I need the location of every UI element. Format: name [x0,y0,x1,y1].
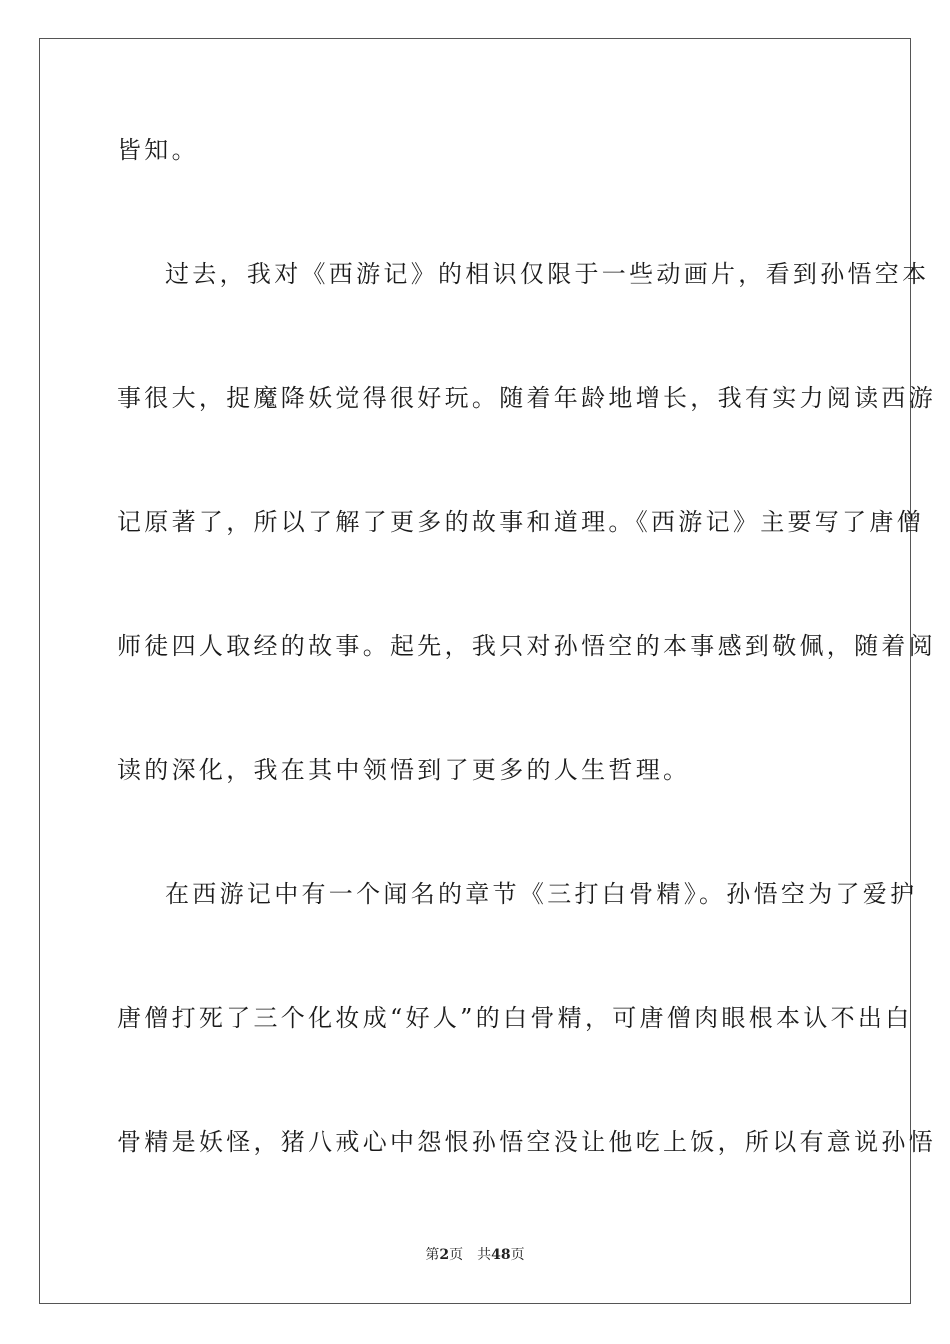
paragraph-first-line: 过去，我对《西游记》的相识仅限于一些动画片，看到孙悟空本 [165,260,930,288]
total-suffix: 页 [510,1247,525,1263]
text-line: 记原著了，所以了解了更多的故事和道理。《西游记》主要写了唐僧 [117,508,924,536]
text-line: 骨精是妖怪，猪八戒心中怨恨孙悟空没让他吃上饭，所以有意说孙悟 [117,1128,936,1156]
page-suffix: 页 [449,1247,464,1263]
text-line: 师徒四人取经的故事。起先，我只对孙悟空的本事感到敬佩，随着阅 [117,632,936,660]
text-line: 皆知。 [117,136,199,164]
page-border [39,38,936,1304]
total-pages: 48 [491,1247,511,1263]
paragraph-first-line: 在西游记中有一个闻名的章节《三打白骨精》。孙悟空为了爱护 [165,880,918,908]
total-prefix: 共 [477,1247,492,1263]
text-line: 读的深化，我在其中领悟到了更多的人生哲理。 [117,756,691,784]
page-prefix: 第 [425,1247,440,1263]
page-footer [0,1246,950,1264]
text-line: 唐僧打死了三个化妆成“好人”的白骨精，可唐僧肉眼根本认不出白 [117,1004,913,1032]
page-number: 2 [439,1247,450,1263]
text-line: 事很大，捉魔降妖觉得很好玩。随着年龄地增长，我有实力阅读西游 [117,384,936,412]
